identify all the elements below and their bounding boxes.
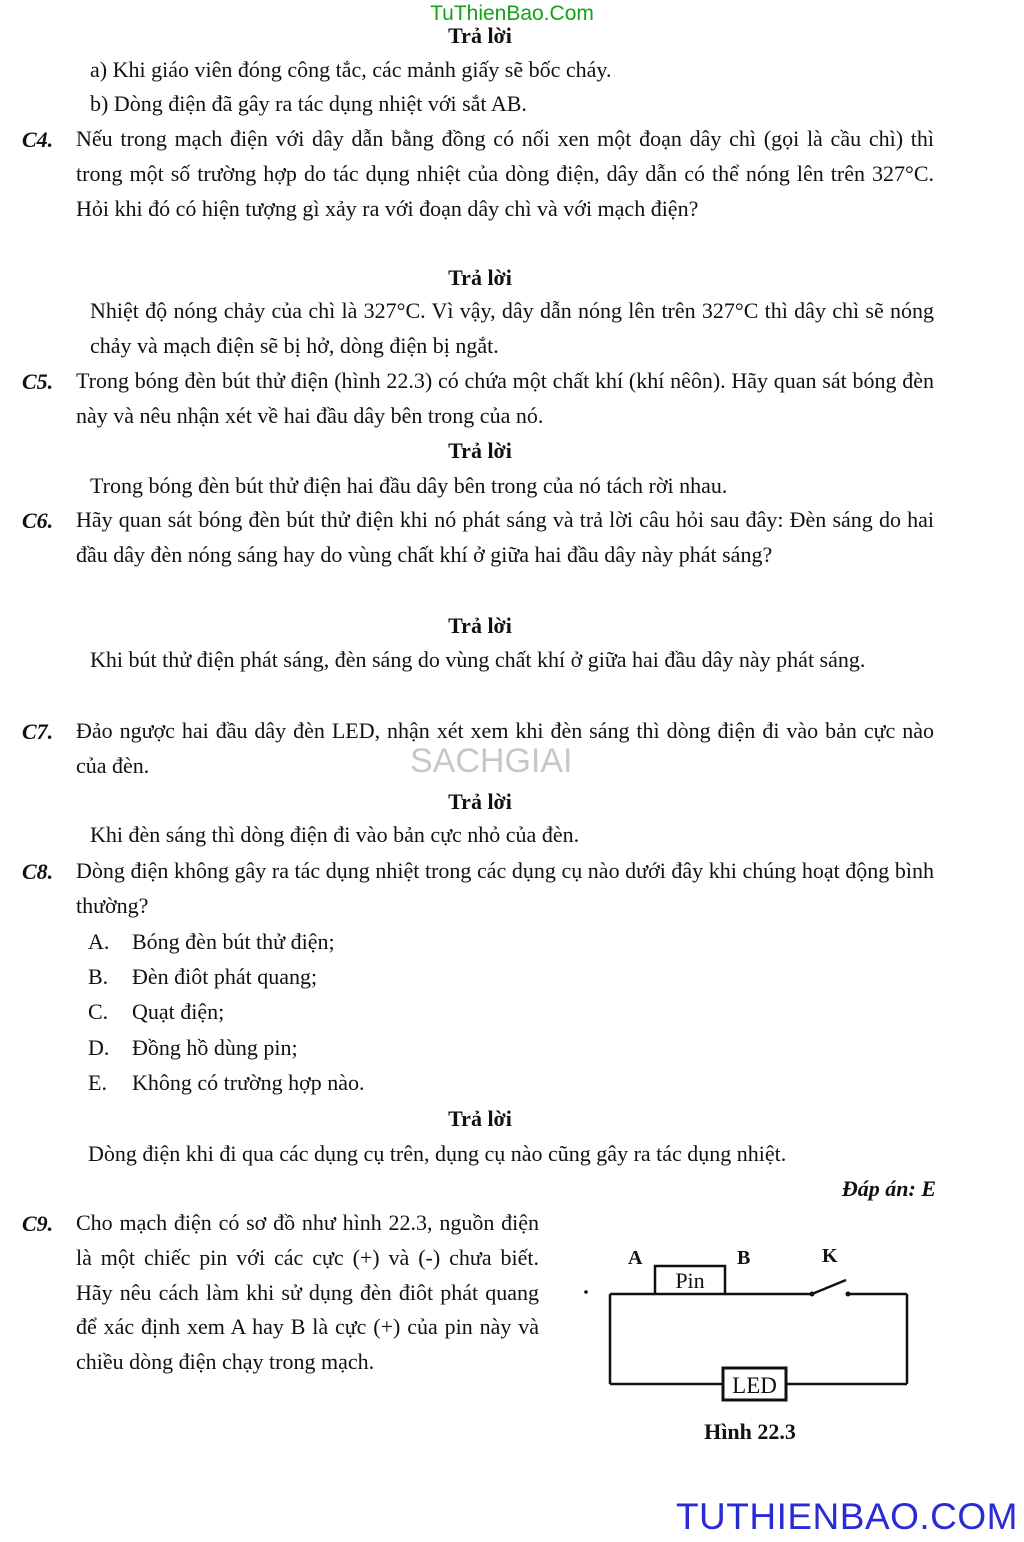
switch-blade	[812, 1280, 846, 1294]
circuit-diagram	[580, 1236, 940, 1446]
answer-key: Đáp án: E	[841, 1176, 936, 1201]
question-number-c7: C7.	[22, 719, 54, 744]
answer-b: b) Dòng điện đã gây ra tác dụng nhiệt với sắt AB.	[90, 91, 527, 116]
option-label: D.	[88, 1035, 110, 1060]
option-label: C.	[88, 999, 109, 1024]
answer-c4: Nhiệt độ nóng chảy của chì là 327°C. Vì vậy, dây dẫn nóng lên trên 327°C thì dây chì sẽ nóng chảy và mạch điện sẽ bị hở, dòng điện bị ngắt.	[90, 298, 934, 358]
answer-heading-c4: Trả lời	[448, 265, 512, 290]
question-number-c9: C9.	[22, 1211, 54, 1236]
question-number-c6: C6.	[22, 508, 54, 533]
watermark-middle-text: SACHGIAI	[410, 742, 573, 780]
question-c9: Cho mạch điện có sơ đồ như hình 22.3, nguồn điện là một chiếc pin với các cực (+) và (-) chưa biết. Hãy nêu cách làm khi sử dụng đèn điôt phát quang để xác định xem A hay B là cực (+) của pin này và chiều dòng điện chạy trong mạch.	[76, 1210, 539, 1375]
answer-heading-top: Trả lời	[448, 23, 512, 48]
option-c	[88, 998, 224, 1026]
battery-label: Pin	[675, 1268, 705, 1293]
question-c7: Đảo ngược hai đầu dây đèn LED, nhận xét xem khi đèn sáng thì dòng điện đi vào bản cực nào của đèn.	[76, 718, 934, 778]
answer-c7: Khi đèn sáng thì dòng điện đi vào bản cực nhỏ của đèn.	[90, 822, 580, 847]
option-a	[88, 928, 335, 956]
option-label: E.	[88, 1070, 107, 1095]
option-text: Không có trường hợp nào.	[132, 1070, 365, 1095]
label-a: A	[628, 1247, 643, 1269]
ink-dot	[584, 1290, 588, 1294]
switch-contact	[846, 1292, 851, 1297]
option-b	[88, 963, 317, 991]
answer-c8: Dòng điện khi đi qua các dụng cụ trên, dụng cụ nào cũng gây ra tác dụng nhiệt.	[88, 1141, 787, 1166]
answer-c6: Khi bút thử điện phát sáng, đèn sáng do vùng chất khí ở giữa hai đầu dây này phát sáng.	[90, 647, 866, 672]
question-number-c4: C4.	[22, 127, 54, 152]
answer-heading-c7: Trả lời	[448, 789, 512, 814]
option-text: Bóng đèn bút thử điện;	[132, 929, 335, 954]
answer-c5: Trong bóng đèn bút thử điện hai đầu dây bên trong của nó tách rời nhau.	[90, 473, 728, 498]
question-c5: Trong bóng đèn bút thử điện (hình 22.3) có chứa một chất khí (khí nêôn). Hãy quan sát bóng đèn này và nêu nhận xét về hai đầu dây bên trong của nó.	[76, 368, 934, 428]
question-number-c8: C8.	[22, 859, 54, 884]
option-label: A.	[88, 929, 110, 954]
option-d	[88, 1034, 298, 1062]
figure-caption: Hình 22.3	[704, 1419, 796, 1444]
led-label: LED	[732, 1373, 777, 1398]
option-text: Quạt điện;	[132, 999, 225, 1024]
answer-heading-c5: Trả lời	[448, 438, 512, 463]
question-number-c5: C5.	[22, 369, 54, 394]
question-c6: Hãy quan sát bóng đèn bút thử điện khi nó phát sáng và trả lời câu hỏi sau đây: Đèn sáng do hai đầu dây đèn nóng sáng hay do vùng chất khí ở giữa hai đầu dây này phát sáng?	[76, 507, 934, 567]
option-text: Đèn điôt phát quang;	[132, 964, 318, 989]
option-text: Đồng hồ dùng pin;	[132, 1035, 298, 1060]
watermark-bottom: TUTHIENBAO.COM	[675, 1496, 1018, 1537]
answer-heading-c8: Trả lời	[448, 1106, 512, 1131]
answer-a: a) Khi giáo viên đóng công tắc, các mảnh giấy sẽ bốc cháy.	[90, 57, 612, 82]
watermark-top: TuThienBao.Com	[430, 2, 594, 25]
option-label: B.	[88, 964, 109, 989]
question-c8: Dòng điện không gây ra tác dụng nhiệt trong các dụng cụ nào dưới đây khi chúng hoạt động bình thường?	[76, 858, 934, 918]
label-b: B	[737, 1247, 751, 1269]
option-e	[88, 1069, 365, 1097]
switch-pivot	[810, 1292, 815, 1297]
question-c4: Nếu trong mạch điện với dây dẫn bằng đồng có nối xen một đoạn dây chì (gọi là cầu chì) thì trong một số trường hợp do tác dụng nhiệt của dòng điện, dây dẫn có thể nóng lên trên 327°C. Hỏi khi đó có hiện tượng gì xảy ra với đoạn dây chì và với mạch điện?	[76, 126, 934, 221]
answer-heading-c6: Trả lời	[448, 613, 512, 638]
label-k: K	[822, 1245, 838, 1267]
